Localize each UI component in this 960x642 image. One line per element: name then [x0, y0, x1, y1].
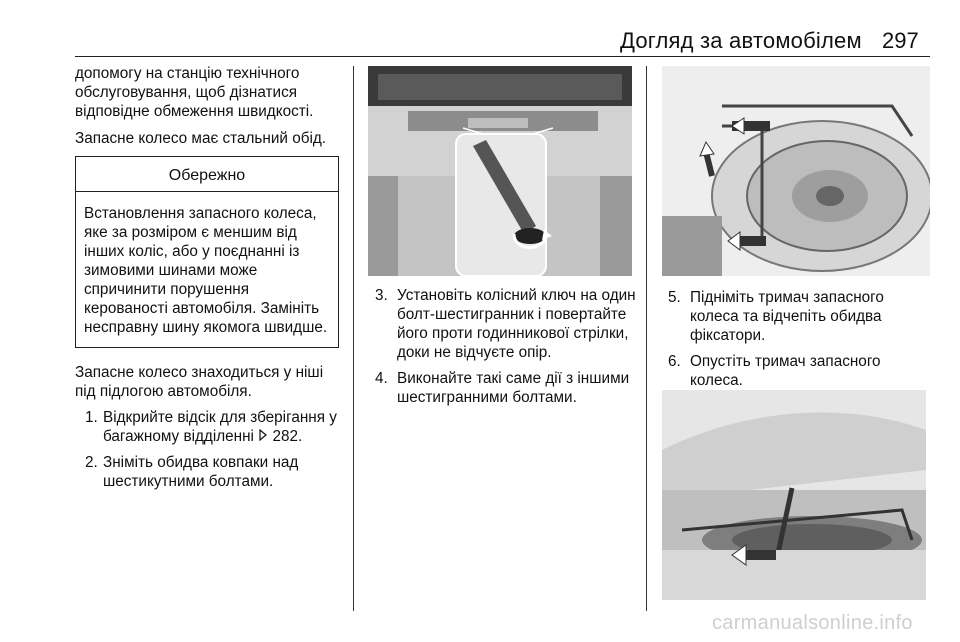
- steps-list-1: [75, 408, 345, 491]
- intro-paragraph: допомогу на станцію технічного обслуговування, щоб дізнатися відповідне обмеження швидкості.: [75, 65, 314, 120]
- watermark: carmanualsonline.info: [712, 612, 913, 634]
- header-divider: [75, 56, 930, 57]
- location-note: Запасне колесо знаходиться у ніші під підлогою автомобіля.: [75, 364, 324, 400]
- step-text: Опустіть тримач запасного колеса.: [690, 353, 881, 389]
- list-item: [375, 286, 637, 362]
- step-number: 3.: [375, 287, 388, 304]
- photo-wrench-on-bolt: [368, 66, 632, 276]
- column-divider-1: [353, 66, 354, 611]
- rim-note: Запасне колесо має стальний обід.: [75, 130, 327, 147]
- caution-box: [75, 156, 339, 348]
- column-2: [375, 286, 637, 407]
- list-item: [375, 369, 637, 407]
- step-text: Установіть колісний ключ на один болт-шестигранник і повертайте його проти годинникової стрілки, доки не відчуєте опір.: [397, 287, 636, 361]
- caution-text: Встановлення запасного колеса, яке за розміром є меншим від інших коліс, або у поєднанні із зимовими шинами може спричинити порушення керованості автомобіля. Замініть несправну шину якомога швидше.: [84, 205, 328, 336]
- step-number: 1.: [85, 409, 98, 426]
- step-number: 4.: [375, 370, 388, 387]
- list-item: [668, 288, 930, 345]
- step-text: Зніміть обидва ковпаки над шестикутними болтами.: [103, 454, 299, 490]
- step-number: 6.: [668, 353, 681, 370]
- step-text: Відкрийте відсік для зберігання у багажному відділенні: [103, 409, 337, 445]
- column-1: [75, 64, 345, 491]
- list-item: [75, 453, 345, 491]
- page-title: Догляд за автомобілем: [620, 28, 862, 53]
- step-number: 2.: [85, 454, 98, 471]
- column-divider-2: [646, 66, 647, 611]
- arrow-ref-icon: [258, 429, 268, 441]
- page-reference[interactable]: 282.: [272, 428, 303, 445]
- steps-list-2: [375, 286, 637, 407]
- step-text: Підніміть тримач запасного колеса та відчепіть обидва фіксатори.: [690, 289, 884, 344]
- list-item: [668, 352, 930, 390]
- step-text: Виконайте такі саме дії з іншими шестигранними болтами.: [397, 370, 630, 406]
- photo-lowering-holder: [662, 390, 926, 600]
- photo-spare-wheel-holder: [662, 66, 930, 276]
- step-number: 5.: [668, 289, 681, 306]
- list-item: [75, 408, 345, 446]
- column-3: [668, 288, 930, 390]
- caution-title: Обережно: [76, 157, 338, 192]
- page-number: 297: [882, 28, 919, 53]
- steps-list-3: [668, 288, 930, 390]
